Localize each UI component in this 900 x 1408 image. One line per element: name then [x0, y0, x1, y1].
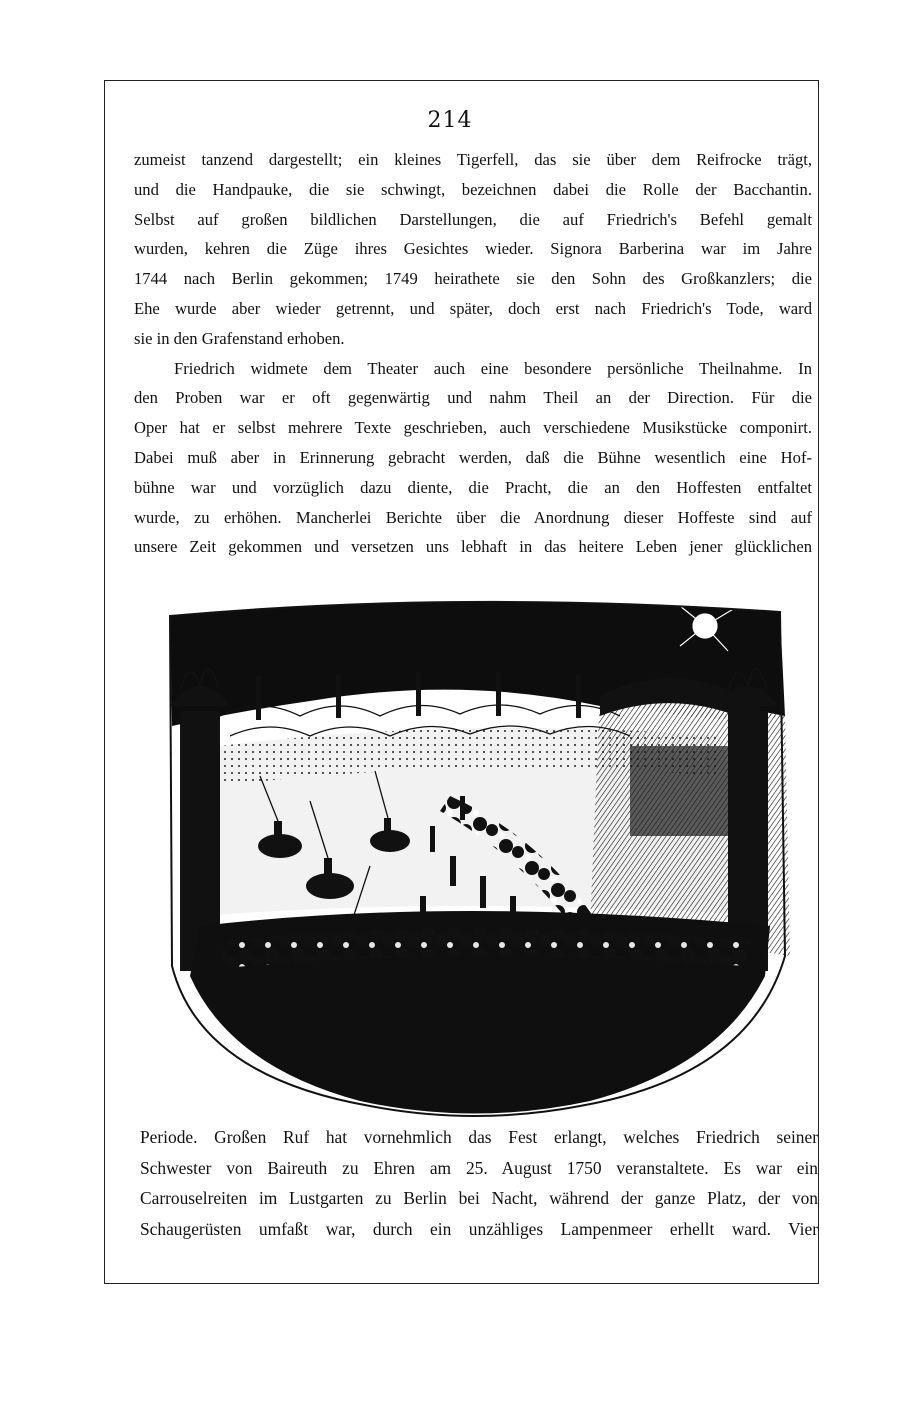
text-line: Periode. Großen Ruf hat vornehmlich das Fest erlangt, welches Friedrich seiner: [140, 1127, 818, 1147]
upper-text-block: [134, 145, 812, 562]
text-line: Dabei muß aber in Erinnerung gebracht werden, daß die Bühne wesentlich eine Hof-: [134, 447, 812, 467]
text-line: Ehe wurde aber wieder getrennt, und später, doch erst nach Friedrich's Tode, ward: [134, 298, 812, 318]
text-line: Schwester von Baireuth zu Ehren am 25. August 1750 veranstaltete. Es war ein: [140, 1157, 818, 1178]
text-line: sie in den Grafenstand erhoben.: [134, 328, 345, 348]
text-line: Carrouselreiten im Lustgarten zu Berlin bei Nacht, während der ganze Platz, der von: [140, 1188, 818, 1208]
text-line: Oper hat er selbst mehrere Texte geschrieben, auch verschiedene Musikstücke componirt.: [134, 418, 812, 438]
text-line: 1744 nach Berlin gekommen; 1749 heirathete sie den Sohn des Großkanzlers; die: [134, 269, 812, 289]
text-line: und die Handpauke, die sie schwingt, bezeichnen dabei die Rolle der Bacchantin.: [134, 179, 812, 199]
text-line: bühne war und vorzüglich dazu diente, die Pracht, die an den Hoffesten entfaltet: [134, 477, 812, 497]
lower-text-block: [140, 1122, 818, 1244]
page-number: 214: [427, 108, 473, 133]
text-line: unsere Zeit gekommen und versetzen uns lebhaft in das heitere Leben jener glücklichen: [134, 537, 812, 557]
text-line: wurden, kehren die Züge ihres Gesichtes wieder. Signora Barberina war im Jahre: [134, 239, 812, 259]
carousel-festival-illustration: [160, 596, 790, 1122]
text-line: Schaugerüsten umfaßt war, durch ein unzähliges Lampenmeer erhellt ward. Vier: [140, 1218, 818, 1239]
text-line: zumeist tanzend dargestellt; ein kleines Tigerfell, das sie über dem Reifrocke trägt,: [134, 150, 812, 169]
text-line: Friedrich widmete dem Theater auch eine besondere persönliche Theilnahme. In: [174, 358, 812, 378]
text-line: Selbst auf großen bildlichen Darstellungen, die auf Friedrich's Befehl gemalt: [134, 209, 812, 229]
text-line: den Proben war er oft gegenwärtig und nahm Theil an der Direction. Für die: [134, 388, 812, 408]
text-line: wurde, zu erhöhen. Mancherlei Berichte über die Anordnung dieser Hoffeste sind auf: [134, 507, 812, 527]
